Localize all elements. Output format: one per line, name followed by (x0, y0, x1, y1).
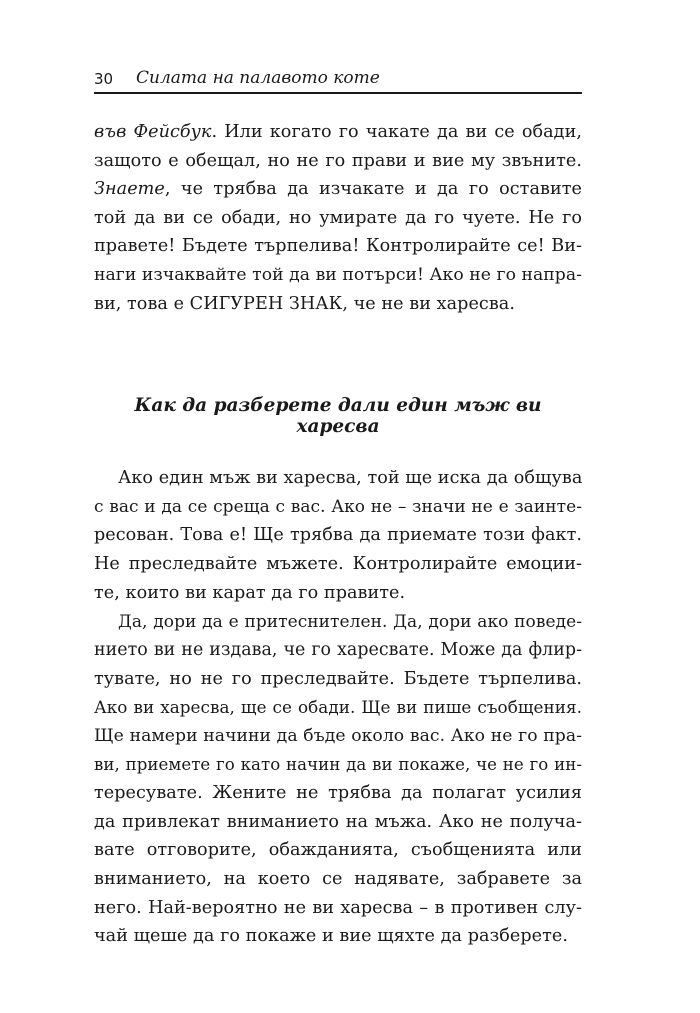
text-line: с вас и да се среща с вас. Ако не – значи не е заинте- (94, 496, 582, 517)
paragraph-3 (94, 579, 582, 951)
paragraph-1 (94, 118, 582, 318)
text-line: Да, дори да е притеснителен. Да, дори ако поведе- (118, 611, 582, 632)
text-line: Ако ви харесва, ще се обади. Ще ви пише съобщения. (94, 697, 582, 718)
text-span: . Или когато го чакате да ви се обади, (211, 122, 582, 142)
text-line: да привлекат вниманието на мъжа. Ако не получа- (94, 811, 582, 832)
text-line: ви, приемете го като начин да ви покаже, че не го ин- (94, 754, 582, 774)
text-line: той да ви се обади, но умирате да го чуете. Не го (94, 207, 582, 228)
page-header (94, 62, 582, 94)
emphasis: Знаете (94, 179, 165, 200)
page-number: 30 (94, 70, 114, 88)
text-line: тересувате. Жените не трябва да полагат усилия (94, 783, 582, 804)
text-line: Не преследвайте мъжете. Контролирайте емоции- (94, 553, 582, 574)
running-title: Силата на палавото коте (136, 68, 380, 88)
text-line: ресован. Това е! Ще трябва да приемате този факт. (94, 525, 582, 546)
text-line: вниманието, на което се надявате, забравете за (94, 868, 582, 889)
section-heading: Как да разберете дали един мъж ви харесва (134, 395, 542, 437)
text-line: чай щеше да го покаже и вие щяхте да разберете. (94, 926, 568, 947)
text-line: защото е обещал, но не го прави и вие му звъните. (94, 150, 582, 171)
emphasis: във Фейсбук (94, 122, 212, 142)
text-span: , че трябва да изчакате и да го оставите (164, 179, 582, 200)
text-line: правете! Бъдете търпелива! Контролирайте се! Ви- (94, 236, 582, 257)
text-line: те, които ви карат да го правите. (94, 583, 406, 603)
text-line: Ще намери начини да бъде около вас. Ако не го пра- (94, 725, 582, 746)
text-line: вате отговорите, обажданията, съобщенията или (94, 840, 582, 861)
text-line: нието ви не издава, че го харесвате. Може да флир- (94, 640, 582, 661)
text-line (94, 175, 582, 204)
text-line: тувате, но не го преследвайте. Бъдете търпелива. (94, 668, 582, 689)
text-line: него. Най-вероятно не ви харесва – в противен слу- (94, 897, 582, 918)
text-line: наги изчаквайте той да ви потърси! Ако не го напра- (94, 264, 582, 285)
paragraph-2 (94, 464, 582, 578)
text-line (94, 118, 582, 147)
text-line: Ако един мъж ви харесва, той ще иска да общува (118, 468, 583, 488)
text-line: ви, това е СИГУРЕН ЗНАК, че не ви харесва. (94, 293, 515, 314)
